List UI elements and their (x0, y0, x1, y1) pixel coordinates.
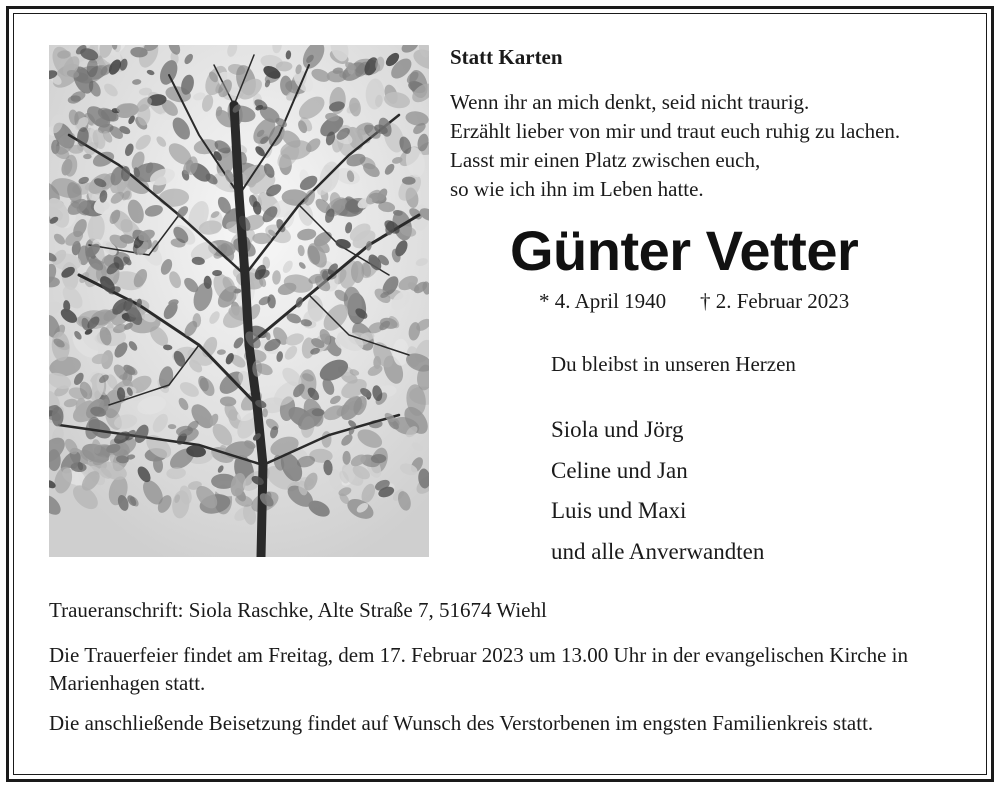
leaf-shape (83, 154, 92, 159)
birth-date: * 4. April 1940 (539, 289, 667, 313)
mourner-entry: Siola und Jörg (551, 417, 684, 442)
mourner-entry: und alle Anverwandten (551, 538, 765, 564)
tree-photo (49, 45, 429, 557)
leaf-shape (76, 398, 87, 417)
statt-karten-heading: Statt Karten (450, 45, 563, 69)
poem-line: so wie ich ihn im Leben hatte. (450, 177, 704, 201)
poem (450, 88, 900, 204)
poem-line: Wenn ihr an mich denkt, seid nicht traurig. (450, 90, 810, 114)
funeral-service-info: Die Trauerfeier findet am Freitag, dem 17. Februar 2023 um 13.00 Uhr in der evangelischen Kirche in Marienhagen statt. (49, 643, 909, 695)
leaf-shape (52, 407, 64, 427)
leaf-shape (343, 451, 351, 465)
poem-line: Lasst mir einen Platz zwischen euch, (450, 148, 761, 172)
mourner-entry: Celine und Jan (551, 457, 688, 483)
mourners-list (551, 410, 764, 572)
mourner-entry: Luis und Maxi (551, 498, 687, 523)
deceased-name: Günter Vetter (510, 219, 859, 282)
mourning-address: Traueranschrift: Siola Raschke, Alte Straße 7, 51674 Wiehl (49, 598, 547, 622)
poem-line: Erzählt lieber von mir und traut euch ruhig zu lachen. (450, 119, 901, 143)
death-date: † 2. Februar 2023 (700, 289, 850, 313)
memorial-line: Du bleibst in unseren Herzen (551, 352, 796, 376)
burial-info: Die anschließende Beisetzung findet auf Wunsch des Verstorbenen im engsten Familienkreis statt. (49, 711, 874, 735)
